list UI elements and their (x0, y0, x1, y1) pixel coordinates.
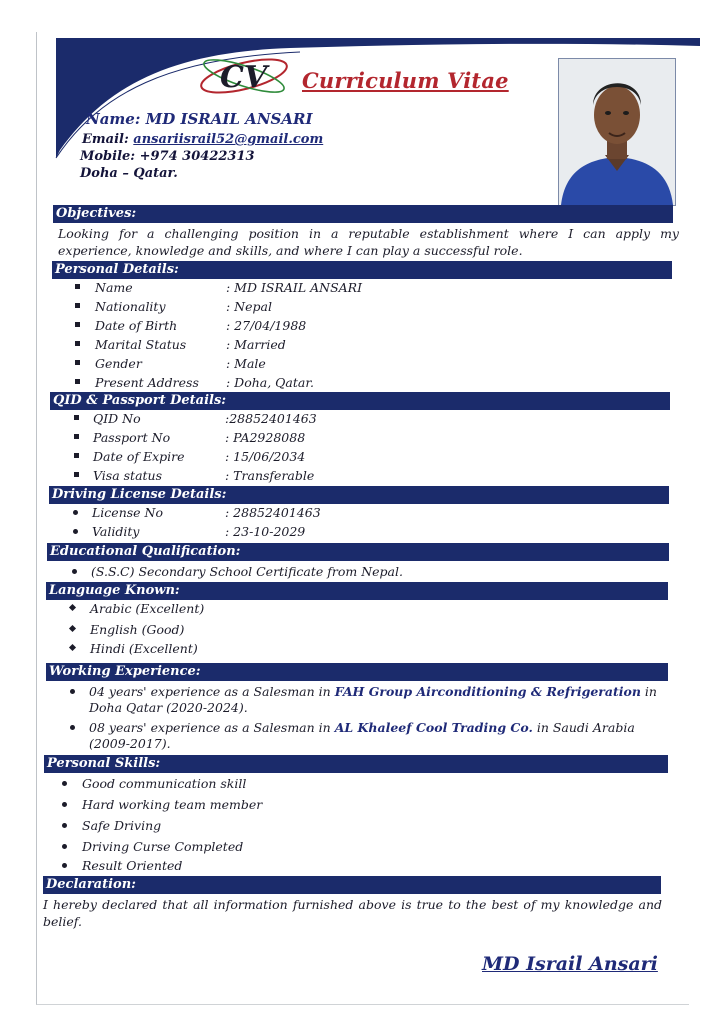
personal-value-address: : Doha, Qatar. (226, 375, 314, 390)
section-objectives-heading: Objectives: (53, 205, 673, 223)
page-title: Curriculum Vitae (302, 68, 509, 93)
experience-text: in Saudi Arabia (532, 720, 635, 735)
qid-value: :28852401463 (225, 411, 317, 426)
skill-item: Result Oriented (82, 858, 183, 873)
bullet-square-icon (74, 472, 79, 477)
experience-text: 08 years' experience as a Salesman in (89, 720, 335, 735)
section-driving-license-heading: Driving License Details: (49, 486, 669, 504)
bullet-dot-icon (62, 863, 67, 868)
bullet-dot-icon (72, 569, 77, 574)
experience-item-1-line2: Doha Qatar (2020-2024). (89, 700, 248, 715)
signature-name: MD Israil Ansari (482, 953, 658, 975)
person-photo-icon (559, 59, 675, 205)
personal-label-dob: Date of Birth (95, 318, 178, 333)
passport-label: Passport No (93, 430, 171, 445)
personal-value-marital: : Married (226, 337, 286, 352)
bullet-square-icon (75, 341, 80, 346)
language-item: Arabic (Excellent) (90, 601, 205, 616)
validity-value: : 23-10-2029 (225, 524, 306, 539)
bullet-square-icon (75, 303, 80, 308)
experience-text: in (640, 684, 657, 699)
declaration-line-1: I hereby declared that all information furnished above is true to the best of my knowledge and (43, 897, 662, 912)
bullet-square-icon (75, 379, 80, 384)
experience-item-1 (89, 684, 657, 699)
header-location: Doha – Qatar. (80, 166, 178, 181)
section-experience-heading: Working Experience: (46, 663, 668, 681)
validity-label: Validity (92, 524, 140, 539)
skill-item: Hard working team member (82, 797, 263, 812)
expire-value: : 15/06/2034 (225, 449, 306, 464)
license-label: License No (92, 505, 163, 520)
skill-item: Safe Driving (82, 818, 162, 833)
bullet-square-icon (75, 322, 80, 327)
visa-label: Visa status (93, 468, 163, 483)
email-link[interactable]: ansariisrail52@gmail.com (133, 132, 324, 147)
objectives-line-2: experience, knowledge and skills, and where I can play a successful role. (58, 243, 523, 258)
logo-text: CV (220, 60, 268, 95)
bullet-dot-icon (62, 823, 67, 828)
passport-value: : PA2928088 (225, 430, 306, 445)
personal-value-name: : MD ISRAIL ANSARI (226, 280, 363, 295)
qid-label: QID No (93, 411, 141, 426)
bullet-dot-icon (62, 781, 67, 786)
bullet-square-icon (74, 434, 79, 439)
section-declaration-heading: Declaration: (43, 876, 661, 894)
bullet-dot-icon (73, 529, 78, 534)
section-languages-heading: Language Known: (46, 582, 668, 600)
personal-value-dob: : 27/04/1988 (226, 318, 307, 333)
skill-item: Driving Curse Completed (82, 839, 244, 854)
bullet-dot-icon (70, 725, 75, 730)
experience-item-2 (89, 720, 635, 735)
license-value: : 28852401463 (225, 505, 321, 520)
personal-label-address: Present Address (95, 375, 199, 390)
cv-logo-icon (196, 52, 292, 100)
profile-photo (558, 58, 676, 206)
section-personal-details-heading: Personal Details: (52, 261, 672, 279)
bullet-square-icon (74, 453, 79, 458)
experience-text: 04 years' experience as a Salesman in (89, 684, 335, 699)
personal-value-nationality: : Nepal (226, 299, 272, 314)
experience-company: FAH Group Airconditioning & Refrigeration (334, 684, 641, 699)
personal-label-gender: Gender (95, 356, 142, 371)
experience-item-2-line2: (2009-2017). (89, 736, 171, 751)
language-item: English (Good) (90, 622, 185, 637)
objectives-line-1: Looking for a challenging position in a reputable establishment where I can apply my (58, 226, 679, 241)
bullet-square-icon (75, 360, 80, 365)
header-mobile: Mobile: +974 30422313 (80, 149, 255, 164)
skill-item: Good communication skill (82, 776, 247, 791)
personal-label-marital: Marital Status (95, 337, 187, 352)
bullet-dot-icon (62, 802, 67, 807)
expire-label: Date of Expire (93, 449, 185, 464)
section-education-heading: Educational Qualification: (47, 543, 669, 561)
section-skills-heading: Personal Skills: (44, 755, 668, 773)
bullet-square-icon (74, 415, 79, 420)
language-item: Hindi (Excellent) (90, 641, 198, 656)
bullet-dot-icon (73, 510, 78, 515)
personal-label-nationality: Nationality (95, 299, 166, 314)
bullet-dot-icon (70, 689, 75, 694)
email-label: Email: (82, 132, 134, 147)
experience-company: AL Khaleef Cool Trading Co. (334, 720, 533, 735)
declaration-line-2: belief. (43, 914, 82, 929)
visa-value: : Transferable (225, 468, 315, 483)
header-name: Name: MD ISRAIL ANSARI (86, 110, 313, 128)
bullet-square-icon (75, 284, 80, 289)
personal-label-name: Name (95, 280, 133, 295)
section-qid-passport-heading: QID & Passport Details: (50, 392, 670, 410)
bullet-dot-icon (62, 844, 67, 849)
personal-value-gender: : Male (226, 356, 266, 371)
education-item: (S.S.C) Secondary School Certificate from Nepal. (91, 564, 403, 579)
header-email (82, 132, 323, 147)
